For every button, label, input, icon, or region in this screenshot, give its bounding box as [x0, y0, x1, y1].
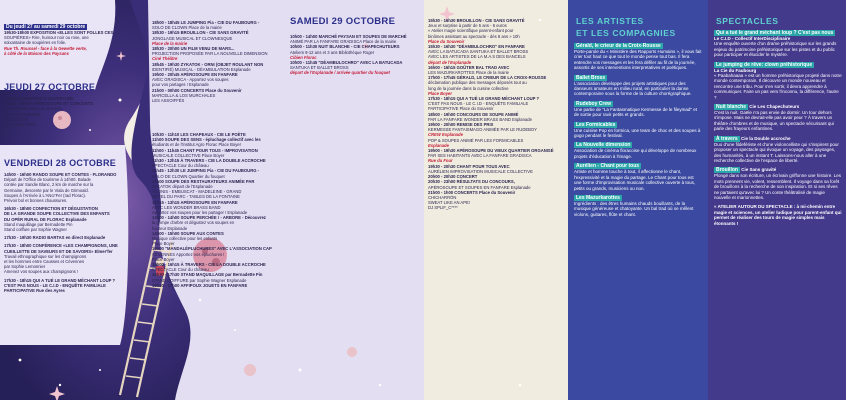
- event-line: BERZINGUE: [4, 116, 29, 122]
- event-line: Départ de l'Office de tourisme à 14h00. Balade: [4, 177, 91, 183]
- event-line: POP & SOUPES ANIMÉ PAR LES FORMICABLES: [428, 137, 524, 143]
- show-company: Le C.I.D - Collectif InterDisciplinaire: [714, 36, 791, 41]
- event-line: Place Boyer: [152, 241, 175, 247]
- event-line: Cibien Florac: [290, 54, 317, 60]
- event-line: SWEAT LIKE AN APE!: [428, 200, 470, 206]
- event-line: 16h30 - 17h00 AFFIPOUX JOUETS EN FANFARE: [152, 282, 248, 288]
- event-line: C'EST PAS NOUS - LE C.I.D - ENQUÊTE FAMILIALE: [428, 101, 529, 107]
- artist-tag: Les Mazurkarottes: [576, 194, 620, 201]
- day-heading-saturday: SAMEDI 29 OCTOBRE: [290, 16, 396, 27]
- event-line: 10h30 - 11h10 LES CHAPEAUX - CIE LE POÈTE: [152, 132, 246, 137]
- artist-text: Porte-parole du « Ministère des Rapports Humains », il vous fait crier tout haut ce que tout le monde pense tout bas. Il fera entendre vos messages et les fera défiler au fil de la journée, assortis de ses interventions interpretatives et poétiques.: [574, 49, 702, 71]
- event-line: 19h00 - 20h00 REMISE DES PRIX: [428, 122, 494, 128]
- event-line: Soupes à l'Arrivée à L'ANcr'Fer (rad Florac).: [4, 192, 86, 198]
- event-line: Jeux et surprise à partir de 5 ans - 6 euros: [428, 23, 507, 29]
- event-line: 18h30 CÉRÉMONIE D'OUVERTURE: [4, 96, 74, 101]
- event-line: 11h30 - 12h15 À TRAVERS - CIE LA DOUBLE ACCROCHE: [152, 158, 266, 164]
- event-line: 15h30 - 16h30 BROUILLON - CIE SANS GRAVITÉ: [428, 18, 525, 23]
- artist-text: Association de cinéma floracoise qui développe de nombreux projets d'éducation à l'image.: [574, 148, 697, 159]
- event-line: PARTICIPATIVE Place du Souvenir: [428, 106, 494, 112]
- event-line: PAR LA FANFARE WONDER BRASS BAND Esplanade: [428, 116, 532, 122]
- event-line: APÉROSOUPE ET SOUPES EN FANFARE Esplanade: [428, 184, 531, 190]
- event-line: Amenez vos soupes aux champignons !: [4, 269, 79, 275]
- event-line: ADONIS - EMBUSCAT - MADELEINE - GRAND: [152, 189, 242, 195]
- event-line: Travail ethnographique sur les champignons: [4, 253, 87, 259]
- artist-text: Une cuisine Pop en formica, une team de choc et des soupes à gogo pendant le festival.: [574, 127, 701, 139]
- event-line: AVEC GRADISCA - Apportez vos soupes: [152, 77, 229, 83]
- event-line: 17h30 - 18h15 QUI A TUÉ LE GRAND MÉCHANT LOUP ?: [4, 277, 116, 283]
- event-line: 19h30 - 20h30 CHANT POUR TOUS AVEC: [428, 163, 510, 169]
- artists-list: [574, 42, 702, 217]
- event-line: par Sophie Lemonnier: [4, 264, 46, 270]
- day-heading-thursday: JEUDI 27 OCTOBRE: [4, 82, 96, 92]
- event-line: 19h45 - 00h00 APÉROSOUPE ET CONCERTS: [4, 101, 94, 107]
- event-line: 13h00 - 14h00 SOUPE PERCHÉE ! - ARBORE - Découvrez: [152, 215, 266, 221]
- event-line: 12h00 SOUPE DES RESTAURATEURS ANIMÉE PAR: [152, 178, 255, 184]
- artist-text: Artiste et homme touche à tout, il affectionne le chant, l'expressivité et la magie du partage. Le Chant pour tous est une forme d'improvisation musicale collective ouverte à tous, petits ou grands, musiciens ou non.: [574, 169, 696, 191]
- event-line: PARTICIPATIVE Rue des Ayres: [4, 288, 65, 294]
- event-line: CÉVENNES Apportez vos épluchures !: [152, 251, 225, 257]
- event-line: CUEILLETTE DE SAVEURS ET DE SAVOIRS» Elmer'fer: [4, 248, 113, 254]
- artists-heading-2: ET LES COMPAGNIES: [576, 28, 676, 38]
- shows-list: [714, 30, 842, 226]
- artist-text: Ingrédients : des êtres humains chauds bouillants, de la musique généreuse et chatoyante. Un bal trad où se mêlent violons, guitares, flûte et chant.: [574, 200, 694, 217]
- event-line: hauteur Esplanade: [152, 225, 188, 231]
- event-line: 12h15 - 13h15 APÉROSOUPE EN FANFARE: [152, 199, 238, 205]
- event-line: 10h00 - 11h45 "DÉAMBULOCHRO" AVEC LA BATUCADA: [290, 60, 403, 66]
- event-line: départ de l'Esplanade / arrivée quartier du fouquet: [290, 70, 390, 76]
- event-line: DE LA GRANDE SOUPE COLLECTIVE DES ENFANTS: [4, 211, 110, 217]
- show-company: La Cie du Faubourg: [714, 67, 757, 73]
- event-line: PROJECTION PROPOSÉE PAR LA NOUVELLE DIMENSION: [152, 51, 268, 57]
- event-line: 18h30 - 19h15 BROUILLON - CIE SANS GRAVITÉ: [152, 30, 249, 36]
- event-line: et les hommes entre Causses et Cévennes: [4, 259, 85, 265]
- intro-date: Du jeudi 27 au samedi 29 octobre: [6, 24, 86, 30]
- event-line: ANIMÉ PAR LA FANFARE GRADISCA Place de la mairie: [290, 39, 397, 45]
- column-4: [424, 0, 568, 400]
- event-line: HÔTEL DU PARC - TABLES DE LA FONTAINE: [152, 194, 240, 200]
- show-workshop-text: « ATELIER AUTOUR DU SPECTACLE : à mi-chemin entre magie et sciences, un atelier ludique pour parent-enfant qui permet de réaliser des tours de magie simples mais étonnants !: [714, 204, 842, 226]
- event-line: KERMESSE FANTAISMAGO ANIMÉE PAR LE RUDEBOY: [428, 127, 537, 133]
- event-line: 18h00 - 19h00 CONCOURS DE SOUPE ANIMÉ: [428, 111, 519, 117]
- event-line: PAR SES HABITANTS AVEC LA FANFARE GRADISCA: [428, 153, 532, 159]
- intro-line: à côté de la Maison des Paysans: [4, 50, 69, 56]
- column-6: [708, 0, 846, 400]
- event-line: Rue du Four: [428, 158, 453, 164]
- event-line: AVEC LES WONDER BRASS BAND: [152, 204, 221, 210]
- event-line: 15h00 - 16h15 À TRAVERS - CIE LA DOUBLE ACCROCHE: [152, 262, 266, 268]
- event-line: JONGLAGE MUSICAL ET CLOWNESQUE: [152, 35, 233, 41]
- shows-heading: SPECTACLES: [716, 16, 779, 26]
- event-line: 19h00 - 19h30 APÉROSOUPE DU VIEUX QUARTIER ORGANISÉ: [428, 148, 554, 154]
- event-line: Germaine, descente par le Viala de Grimoald.: [4, 187, 89, 193]
- show-company: Cie Les Chapechuteurs: [749, 104, 800, 110]
- event-line: AVEC LES ARTISTES DE LA M.A.S DES BANCELS: [428, 54, 526, 60]
- show-tag: Qui a tué le grand méchant loup ? C'est pas nous: [716, 30, 834, 36]
- event-line: 11h45 - 12h30 LE JUMPING Pia - CIE DU FAUBOURG -: [152, 168, 260, 174]
- intro-line: 19h30-18h00 EXPOSITION «ELLES SONT FOLLES CES: [4, 30, 114, 35]
- event-line: 18h30 - 20h00 UN FILM VENU DE MARS...: [152, 46, 235, 52]
- event-line: SPECTACLE Cour du château: [152, 163, 209, 169]
- event-line: IDENTIFIÉ) MUSICAL - DÉAMBULATION Esplanade: [152, 66, 251, 72]
- event-line: ZYKATOK départ de l'Esplanade: [152, 184, 213, 190]
- event-line: Apportez vos soupes pour les partager ! Esplanade: [152, 210, 248, 216]
- artists-heading-1: LES ARTISTES: [576, 16, 644, 26]
- event-line: MARCELLA & LOS MURCHALES: [152, 92, 216, 98]
- event-line: 17h30 - 18h00 CONFÉRENCE «LES CHAMPIGNONS, UNE: [4, 243, 118, 249]
- column-3: [282, 0, 424, 400]
- show-text: « Paabahaaaa » est un homme préhistorique projeté dans notre monde contemporain. Il découvre un monde nouveau et rencontre une tribu. Pour s'en sortir, il devra apprendre à communiquer. Faire un pas vers l'inconnu, la différence, l'autre ?: [714, 73, 842, 100]
- show-text: Plongé dans son écriture, un écrivain griffonne une histoire. Les mots prennent vie, volent, ressemblent. Il voyage dans sa forêt de brouillons à la recherche de son inspiration. Et si ses rêves ne partaient qu'avec lui ? Un conte théâtralisé de magie nouvelle et marionnettes.: [714, 173, 841, 200]
- event-line: 10h00 - 14h00 MARCHÉ PAYSAN ET SOUPES DE MARCHÉ: [290, 34, 407, 39]
- event-line: DJ SPLIF_C****: [428, 205, 458, 211]
- event-line: 16h00 - 16h15 GOÛTER BAL TRAD AVEC: [428, 64, 510, 70]
- event-line: AVEC LA BATUCADA SANTUKA ET BALLET BROSS: [428, 49, 529, 55]
- event-line: 21h00 - 00h00 CONCERTS Place du Souvenir: [152, 87, 242, 93]
- event-line: pour vos partages ! Esplanade: [152, 82, 209, 88]
- event-line: SOLO DE CLOWN Place de la mairie: [152, 25, 222, 31]
- event-line: 10h00 - 11h30 NUIT BLANCHE - CIE CHAPECHUTEURS: [290, 44, 400, 50]
- show-tag: À travers: [716, 135, 738, 142]
- show-tag: Le jumping de rêve: clown préhistorique: [716, 61, 813, 68]
- event-line: 18h45 - 19h30 ZYKATOK - ORNI (OBJET ROULANT NON: [152, 61, 264, 67]
- event-line: 11h00 SOUPE DES SENS - épluchage collectif avec les: [152, 137, 261, 143]
- event-line: C'EST PAS NOUS - LE C.I.D - ENQUÊTE FAMILIALE: [4, 282, 106, 288]
- artist-text: Une partie de "La Fantasmatique Kermesse de le fileymad" et de sortie pour ravir petits et grands.: [574, 106, 698, 118]
- event-line: 15h00 "MANDALÉPLUCHURES" AVEC L'ASSOCIATION CAP: [152, 246, 272, 252]
- event-line: STAND COIFFURE par Sophie Wagner Esplanade: [152, 277, 247, 283]
- event-line: 18h00 - 18h45 LE JUMPING Pia - CIE DU FAUBOURG -: [152, 20, 260, 25]
- show-tag: Nuit blanche: [716, 104, 747, 111]
- event-line: 17h30 - 18h15 QUI A TUÉ LE GRAND MÉCHANT LOUP ?: [428, 96, 540, 102]
- event-line: long de la journée dans la cuisine collective: [428, 85, 509, 91]
- intro-line: Rue Th. Roussel - face à la Gewette verte,: [4, 45, 87, 51]
- show-text: Duo d'une fildefériste et d'une violoncelliste qui s'inspirent pour proposer un spectacle qui évoque un voyage, des paysages, des humanités, à un instant T. Laissons-nous aller à une recherche collective de l'espace de liberté.: [714, 141, 839, 163]
- event-line: contée par Sandie Blanc, 2 km de marche sur la: [4, 182, 94, 188]
- event-line: CREW Esplanade: [428, 132, 463, 138]
- event-line: étudiants et de l'Institut Agro Florac Place Boyer: [152, 142, 242, 148]
- event-line: SOLO DE CLOWN Quartier du fouquet: [152, 173, 225, 179]
- artist-tag: La Nouvelle dimension: [576, 142, 631, 149]
- event-line: Place Boyer: [428, 90, 452, 96]
- artist-tag: Ballet Bross: [576, 74, 606, 81]
- show-text: Une enquête ouverte d'un drame préhistorique sur les grands enjeux du patrimoine préhistorique sur les pistes et du public pour participer et élucider le mystère.: [714, 41, 837, 58]
- column-1: [0, 0, 142, 400]
- day-heading-friday: VENDREDI 28 OCTOBRE: [4, 158, 117, 168]
- event-line: Stand coiffure par Sophie Wagner: [4, 227, 67, 233]
- event-line: Place Boyer: [152, 256, 175, 262]
- event-line: déclamation publique des messages déposés tout au: [428, 80, 527, 86]
- event-line: Stand maquillage par Bernadette Pin: [4, 221, 73, 227]
- artist-tag: Aurélien - Chant pour tous: [576, 163, 640, 170]
- event-line: Place de la mairie: [152, 40, 188, 46]
- event-line: SKIN AND WIRE: [4, 122, 36, 128]
- event-line: 16h30 - 18h00 CONFECTION ET DÉGUSTATION: [4, 206, 98, 212]
- event-line: SANTUKA ET BALLET BROSS: [290, 65, 349, 71]
- event-line: MUSICALE COLLECTIVE Place Boyer: [152, 152, 225, 158]
- event-line: 15h30 - 16h30 "DÉAMBULOCHRO" EN FANFARE: [428, 44, 525, 50]
- event-line: LES ASSOIFFÉS: [152, 98, 185, 104]
- event-line: Scène locale Place de la mairie: [4, 106, 63, 112]
- saturday-events-continued: [152, 132, 280, 288]
- event-line: 17h30 - 19h30 RADIO BARTAS en direct Esplanade: [4, 235, 106, 241]
- column-5: [568, 0, 708, 400]
- artist-tag: Rudeboy Crew: [576, 100, 612, 107]
- show-company: Cie la Double accroche: [740, 135, 791, 141]
- intro-line: SOUPIÈRES» Rire, humour noir ou rose, une: [4, 35, 89, 41]
- event-line: 11h00 - 11h45 CHANT POUR TOUS - IMPROVISATION: [152, 147, 258, 153]
- event-line: 19h00 - 20h45 APÉROSOUPE EN FANFARE: [152, 72, 238, 78]
- event-line: « Atelier magie scientifique parent-enfant pour: [428, 28, 514, 34]
- event-line: 20h00 - 20h30 CONCERT: [428, 174, 478, 180]
- event-line: AURÉLIEN IMPROVISATION MUSICALE COLLECTIVE: [428, 168, 533, 174]
- event-line: départ de l'Esplanade: [428, 59, 472, 65]
- event-line: 20h30 - 23h00 RÉSULTATS DU CONCOURS,: [428, 179, 515, 185]
- event-line: 17h00 - 17h45 GÉRALD, LE CRIEUR DE LA CROIX-ROUSSE: [428, 75, 547, 81]
- event-line: PETIT TONNERRE: [4, 111, 41, 117]
- event-line: Ateliers 9-12 ans et 3 ans Bibliothèque Roger: [290, 49, 375, 55]
- event-line: binômes assistant au spectacle - dès 8 ans » 10h: [428, 33, 520, 39]
- event-line: Esplanade: [428, 142, 449, 148]
- intro-line: soixantaine de soupières en folie.: [4, 40, 67, 46]
- event-line: LES MAZURKAROTTES Place de la mairie: [428, 70, 509, 76]
- event-line: 15h30 - 17h30 STAND MAQUILLAGE par Bernadette Pin: [152, 272, 263, 278]
- event-line: la grimpe d'arbre et dégustez vos soupes en: [152, 220, 235, 226]
- friday-events-continued: [152, 20, 280, 103]
- event-line: Place du Souvenir: [428, 38, 465, 44]
- event-line: Musique collective pour les enfants: [152, 236, 218, 242]
- show-company: Cie Sans gravité: [741, 167, 777, 173]
- artist-tag: Les Formicables: [576, 121, 616, 128]
- event-line: 14h00 - 16h00 RANDO SOUPE ET CONTES - FLORANDO: [4, 172, 117, 177]
- event-line: DU OPÉR RURAL DE FLORAC Esplanade: [4, 216, 87, 222]
- show-text: C'est la nuit. Gaële n'a pas envie de dormir. Un tour dehors s'impose. Mais ne devrait-elle pas avoir peur ? À travers un théâtre d'ombres et de musique, un spectacle sécurisant qui parle des frayeurs enfantines.: [714, 110, 834, 132]
- artist-tag: Gérald, le crieur de la Croix-Rousse: [576, 43, 661, 49]
- show-tag: Brouillon: [716, 167, 738, 174]
- event-line: SPECTACLE Cour du château: [152, 267, 209, 273]
- column-2: [142, 0, 282, 400]
- event-line: 14h00 - 15h00 SOUPE AUX CONTES: [152, 230, 224, 236]
- artist-text: L'association développe des projets artistiques pour des danseurs amateurs en milieu rural, en particulier la danse contemporaine sous la forme de la culture chorégraphique.: [574, 80, 692, 97]
- event-line: Prévoir bol et bonnes chaussures.: [4, 198, 68, 204]
- saturday-morning-events: [290, 34, 420, 76]
- event-line: 21h00 - 1h00 CONCERTS Place du Souvenir: [428, 189, 516, 195]
- event-line: Ciné Théâtre: [152, 56, 178, 62]
- saturday-afternoon-events: [428, 18, 566, 211]
- event-line: CHICHARRÓN: [428, 194, 457, 200]
